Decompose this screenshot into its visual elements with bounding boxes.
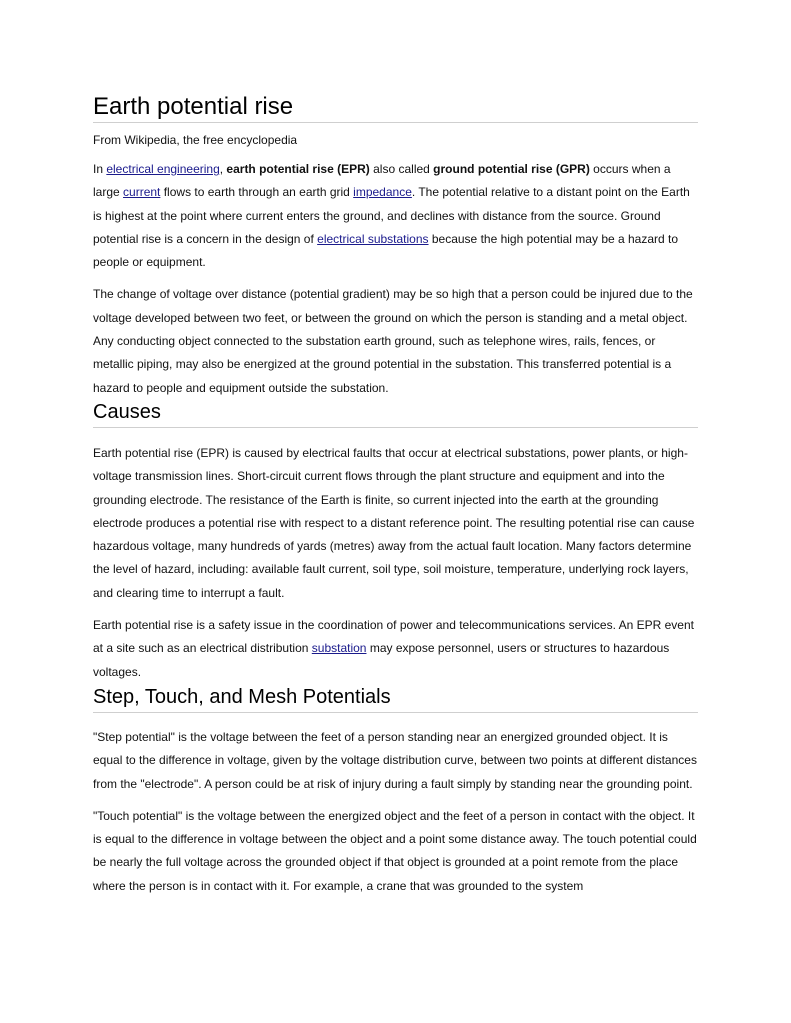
- bold-gpr: ground potential rise (GPR): [433, 162, 590, 176]
- step-touch-mesh-heading: Step, Touch, and Mesh Potentials: [93, 685, 698, 713]
- link-current[interactable]: current: [123, 185, 161, 200]
- page-title: Earth potential rise: [93, 93, 698, 123]
- touch-potential-paragraph: "Touch potential" is the voltage between the energized object and the feet of a person in contact with the object. It is equal to the difference in voltage between the object and a point some distance away. The touch potential could be nearly the full voltage across the grounded object if that object is grounded at a point remote from the place where the person is in contact with it. For example, a crane that was grounded to the system: [93, 808, 697, 893]
- link-impedance[interactable]: impedance: [353, 185, 412, 200]
- intro-paragraph-1: In electrical engineering, earth potential rise (EPR) also called ground potential rise (GPR) occurs when a large current flows to earth through an earth grid impedance. The potential relative to a distant point on the Earth is highest at the point where current enters the ground, and declines with distance from the source. Ground potential rise is a concern in the design of electrical substations because the high potential may be a hazard to people or equipment.: [93, 162, 690, 270]
- step-potential-paragraph: "Step potential" is the voltage between the feet of a person standing near an energized grounded object. It is equal to the difference in voltage, given by the voltage distribution curve, between two points at different distances from the "electrode". A person could be at risk of injury during a fault simply by standing near the grounding point.: [93, 730, 697, 791]
- causes-paragraph-2: Earth potential rise is a safety issue in the coordination of power and telecommunications services. An EPR event at a site such as an electrical distribution substation may expose personnel, users or structures to hazardous voltages.: [93, 618, 694, 679]
- causes-section: [93, 442, 698, 684]
- intro-paragraph-2: The change of voltage over distance (potential gradient) may be so high that a person could be injured due to the voltage developed between two feet, or between the ground on which the person is standing and a metal object. Any conducting object connected to the substation earth ground, such as telephone wires, rails, fences, or metallic piping, may also be energized at the ground potential in the substation. This transferred potential is a hazard to people and equipment outside the substation.: [93, 287, 693, 395]
- intro-section: [93, 158, 698, 400]
- causes-heading: Causes: [93, 400, 698, 428]
- link-substation[interactable]: substation: [311, 641, 367, 656]
- bold-epr: earth potential rise (EPR): [226, 162, 370, 176]
- causes-paragraph-1: Earth potential rise (EPR) is caused by electrical faults that occur at electrical substations, power plants, or high-voltage transmission lines. Short-circuit current flows through the plant structure and equipment and into the grounding electrode. The resistance of the Earth is finite, so current injected into the earth at the grounding electrode produces a potential rise with respect to a distant reference point. The resulting potential rise can cause hazardous voltage, many hundreds of yards (metres) away from the actual fault location. Many factors determine the level of hazard, including: available fault current, soil type, soil moisture, temperature, underlying rock layers, and clearing time to interrupt a fault.: [93, 446, 695, 600]
- link-electrical-engineering[interactable]: electrical engineering: [106, 162, 220, 176]
- link-electrical-substations[interactable]: electrical substations: [317, 231, 429, 246]
- step-section: [93, 726, 698, 898]
- tagline: From Wikipedia, the free encyclopedia: [93, 133, 298, 147]
